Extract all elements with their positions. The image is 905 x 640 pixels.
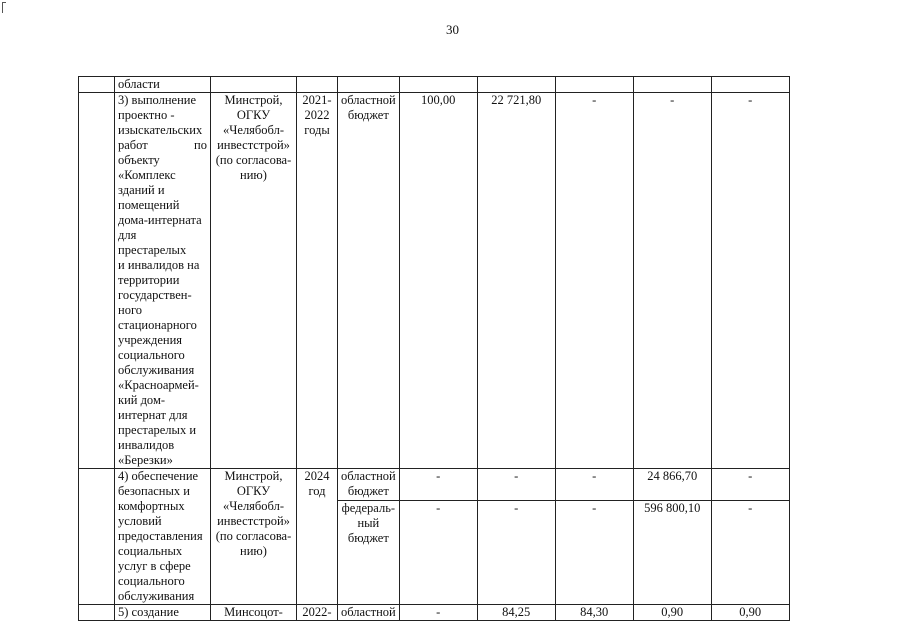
action-text: 3) выполнение проектно - изыскательских работ по объекту «Комплекс зданий и помещений дома-интерната для престарелых и инвалидов на территории государствен- ного стационарного учреждения социального обслуживания «Красноармей- кий дом- интернат для престарелых и инвалидов «Березки» bbox=[118, 93, 207, 467]
cell-value-2: 22 721,80 bbox=[477, 93, 555, 469]
cell-value-1: 100,00 bbox=[399, 93, 477, 469]
cell-executor bbox=[211, 93, 297, 469]
value-federal: - bbox=[592, 501, 597, 515]
cell-source bbox=[338, 77, 400, 93]
value-federal: 596 800,10 bbox=[644, 501, 701, 515]
source-federal: федераль- ный бюджет bbox=[341, 501, 396, 545]
cell-period bbox=[297, 93, 338, 469]
table-row-continuation bbox=[79, 77, 790, 93]
cell-number bbox=[79, 469, 115, 605]
cell-value-5: - bbox=[711, 93, 789, 469]
executor-text: Минстрой, ОГКУ «Челябобл- инвестстрой» (по согласова- нию) bbox=[215, 93, 292, 182]
cell-value-4: - bbox=[633, 93, 711, 469]
cell-value-1 bbox=[399, 77, 477, 93]
action-text: 4) обеспечение безопасных и комфортных условий предоставления социальных услуг в сфере социального обслуживания bbox=[118, 469, 203, 603]
period-text: 2024 год bbox=[304, 469, 330, 498]
cell-value-3: - bbox=[555, 93, 633, 469]
cell-period bbox=[297, 469, 338, 605]
cell-action bbox=[115, 469, 211, 605]
value-federal: - bbox=[436, 501, 441, 515]
cell-value-2: 84,25 bbox=[477, 605, 555, 621]
value-federal: - bbox=[514, 501, 519, 515]
cell-executor bbox=[211, 77, 297, 93]
measures-table bbox=[78, 76, 790, 621]
value-federal: - bbox=[748, 501, 753, 515]
cell-value-4 bbox=[633, 77, 711, 93]
action-text: области bbox=[118, 77, 160, 91]
cell-value-3 bbox=[555, 77, 633, 93]
table-row bbox=[79, 93, 790, 469]
cell-value-1: - bbox=[399, 605, 477, 621]
cell-period bbox=[297, 77, 338, 93]
cell-value-1 bbox=[399, 469, 477, 605]
cell-period: 2022- bbox=[297, 605, 338, 621]
cell-value-5 bbox=[711, 77, 789, 93]
cell-value-2 bbox=[477, 77, 555, 93]
cell-value-5: 0,90 bbox=[711, 605, 789, 621]
cell-action: 5) создание bbox=[115, 605, 211, 621]
cell-value-4: 0,90 bbox=[633, 605, 711, 621]
value-regional: - bbox=[400, 469, 477, 501]
value-regional: - bbox=[478, 469, 555, 501]
period-text: 2021- 2022 годы bbox=[302, 93, 332, 137]
page-number: 30 bbox=[446, 22, 459, 37]
cell-source: областной bbox=[338, 605, 400, 621]
executor-text: Минстрой, ОГКУ «Челябобл- инвестстрой» (по согласова- нию) bbox=[215, 469, 292, 558]
cell-number bbox=[79, 77, 115, 93]
table-row bbox=[79, 469, 790, 605]
cell-number bbox=[79, 93, 115, 469]
value-regional: - bbox=[556, 469, 633, 501]
cell-value-5 bbox=[711, 469, 789, 605]
value-regional: 24 866,70 bbox=[634, 469, 711, 501]
cell-action bbox=[115, 77, 211, 93]
table-row bbox=[79, 605, 790, 621]
cell-value-4 bbox=[633, 469, 711, 605]
cell-source bbox=[338, 93, 400, 469]
source-text: областной бюджет bbox=[341, 93, 396, 122]
scan-corner-mark bbox=[2, 2, 6, 13]
cell-executor bbox=[211, 469, 297, 605]
cell-number bbox=[79, 605, 115, 621]
cell-value-3 bbox=[555, 469, 633, 605]
cell-executor: Минсоцот- bbox=[211, 605, 297, 621]
source-regional: областной бюджет bbox=[338, 469, 399, 501]
value-regional: - bbox=[712, 469, 789, 501]
cell-action bbox=[115, 93, 211, 469]
cell-value-3: 84,30 bbox=[555, 605, 633, 621]
cell-value-2 bbox=[477, 469, 555, 605]
cell-source bbox=[338, 469, 400, 605]
